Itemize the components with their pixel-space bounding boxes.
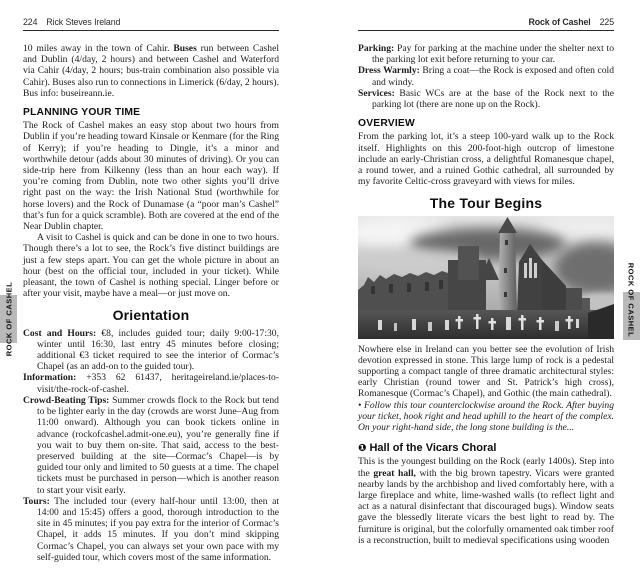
- entry-text: Basic WCs are at the base of the Rock next to the parking lot (there are none up on the Rock).: [372, 87, 614, 111]
- entry-label: Parking:: [358, 43, 395, 54]
- bus-connections-paragraph: [23, 43, 279, 99]
- overview-heading: OVERVIEW: [358, 118, 415, 130]
- entry-text: Pay for parking at the machine under the shelter next to the parking lot exit before returning to your car.: [372, 43, 614, 66]
- right-page-body: [358, 43, 614, 546]
- planning-paragraph-2: A visit to Cashel is quick and can be done in one to two hours. Though there’s a lot to see, the Rock’s five distinct buildings are just a few steps apart. You can get the whole picture in about an hour (best on the official tour, included in your ticket). While pleasant, the town of Cashel is nothing special. Linger before or after your visit, maybe have a meal—or just move on.: [23, 232, 279, 300]
- running-head-left: [23, 17, 279, 31]
- page-225: [358, 17, 614, 546]
- page-224: [23, 17, 279, 563]
- planning-your-time-heading: PLANNING YOUR TIME: [23, 107, 141, 119]
- orientation-heading: Orientation: [112, 307, 190, 324]
- page-number-right: 225: [599, 17, 614, 27]
- entry-label: Cost and Hours:: [23, 327, 97, 339]
- circled-one-icon: ❶: [358, 443, 367, 455]
- entry-label: Crowd-Beating Tips:: [23, 394, 110, 406]
- page-number-left: 224: [23, 17, 38, 27]
- entry-tours: [23, 496, 279, 563]
- planning-paragraph-1: The Rock of Cashel makes an easy stop about two hours from Dublin if you’re heading toward Kinsale or Kenmare (for the Ring of Kerry); if you’re heading to Dingle, it’s a minor and worthwhile detour (adds about 30 minutes of driving). Or you can side-trip here from Kilkenny (less than an hour each way). If you’re coming from Dublin, note two other sights you’ll drive right past on the way: the Irish National Stud (worthwhile for horse lovers) and the Rock of Dunamase (a “poor man’s Cashel” that’s fun for a quick scramble). Both are covered at the end of the Near Dublin chapter.: [23, 120, 279, 233]
- text-segment: This is the youngest building on the Rock (early 1400s). Step into the: [358, 456, 614, 479]
- bold-great-hall: great hall,: [373, 467, 416, 479]
- entry-label: Information:: [23, 372, 77, 384]
- rock-of-cashel-photo: [358, 216, 614, 339]
- overview-paragraph: From the parking lot, it’s a steep 100-yard walk up to the Rock itself. Highlights on this 200-foot-high outcrop of limestone include an early-Christian cross, a delightful Romanesque chapel, a round tower, and a ruined Gothic cathedral, all surrounded by my favorite Celtic-cross graveyard with views for miles.: [358, 131, 614, 188]
- entry-text: Bring a coat—the Rock is exposed and often cold and windy.: [372, 65, 614, 88]
- tour-direction-paragraph: • Follow this tour counterclockwise around the Rock. After buying your ticket, hook right and head uphill to the heart of the complex. On your right-hand side, the long stone building is the...: [358, 399, 614, 434]
- entry-cost-and-hours: [23, 328, 279, 373]
- chapter-title: Rock of Cashel: [528, 17, 591, 27]
- entry-label: Tours:: [23, 495, 50, 507]
- rock-of-cashel-photo-illustration: [358, 216, 614, 339]
- entry-crowd-beating-tips: [23, 395, 279, 496]
- entry-information: [23, 372, 279, 394]
- entry-text: +353 62 61437, heritageireland.ie/places-to-visit/the-rock-of-cashel.: [37, 372, 279, 395]
- text-segment: run between Cashel and Dublin (4/day, 2 hours) and between Cashel and Waterford via Cahir (4/day, 2 hours; bus-train combination also possible via Cahir). Buses also run to connections in Limerick (6/day, 2 hours). Bus info: buseireann.ie.: [23, 43, 279, 99]
- entry-text: Summer crowds flock to the Rock but tend to be lighter early in the day (crowds are worst June–Aug from 11:00 onward). Although you can book tickets online in advance (rockofcashel.admit-one.eu), you’re generally fine if you wait to buy them on-site. That said, access to the best-preserved building at the site—Cormac’s Chapel—is by guided tour only and limited to 50 guests at a time. The chapel tickets must be purchased in person—which is another reason to start your visit early.: [37, 394, 279, 496]
- entry-dress-warmly: [358, 65, 614, 87]
- evolution-paragraph: Nowhere else in Ireland can you better see the evolution of Irish devotion expressed in stone. This large lump of rock is a pedestal supporting a compact tangle of three dramatic architectural styles: early Christian (round tower and St. Patrick’s high cross), Romanesque (Cormac’s Chapel), and Gothic (the main cathedral).: [358, 343, 614, 400]
- text-segment: with the big brown tapestry. Vicars were granted nearby lands by the archbishop and lived comfortably here, with a large fireplace and white, lime-washed walls (to reflect light and act as a natural disinfectant that discouraged bugs). Window seats gave the blessedly literate vicars the best light to read by. The furniture is original, but the colorfully ornamented oak timber roof is a reconstruction, built to medieval specifications using wooden: [358, 467, 614, 546]
- entry-label: Dress Warmly:: [358, 65, 420, 77]
- entry-services: [358, 88, 614, 110]
- book-title: Rick Steves Ireland: [46, 17, 121, 27]
- entry-parking: [358, 43, 614, 65]
- left-page-body: [23, 43, 279, 563]
- text-segment: 10 miles away in the town of Cahir.: [23, 43, 174, 54]
- entry-text: €8, includes guided tour; daily 9:00-17:30, winter until 16:30, last entry 45 minutes before closing; additional €3 ticket required to see the interior of Cormac’s Chapel (as an add-on to the guided tour).: [37, 327, 280, 373]
- left-edge-tab-label: ROCK OF CASHEL: [4, 281, 14, 357]
- entry-label: Services:: [358, 87, 395, 99]
- photo-round-tower: [498, 217, 517, 313]
- vicars-choral-heading-label: Hall of the Vicars Choral: [369, 442, 497, 455]
- running-head-right: [358, 17, 614, 31]
- bold-buses: Buses: [173, 43, 197, 54]
- entry-text: The included tour (every half-hour until 13:00, then at 14:00 and 15:45) offers a good, thorough introduction to the site in 45 minutes; if you pay extra for the interior of Cormac’s Chapel, it adds 15 minutes. If you don’t mind skipping Cormac’s Chapel, you can always set your own pace with my self-guided tour, which covers most of the same information.: [37, 495, 279, 563]
- tour-begins-heading: The Tour Begins: [429, 195, 543, 212]
- vicars-choral-heading: [358, 443, 614, 454]
- vicars-paragraph: [358, 456, 614, 546]
- right-edge-tab-label: ROCK OF CASHEL: [626, 262, 636, 338]
